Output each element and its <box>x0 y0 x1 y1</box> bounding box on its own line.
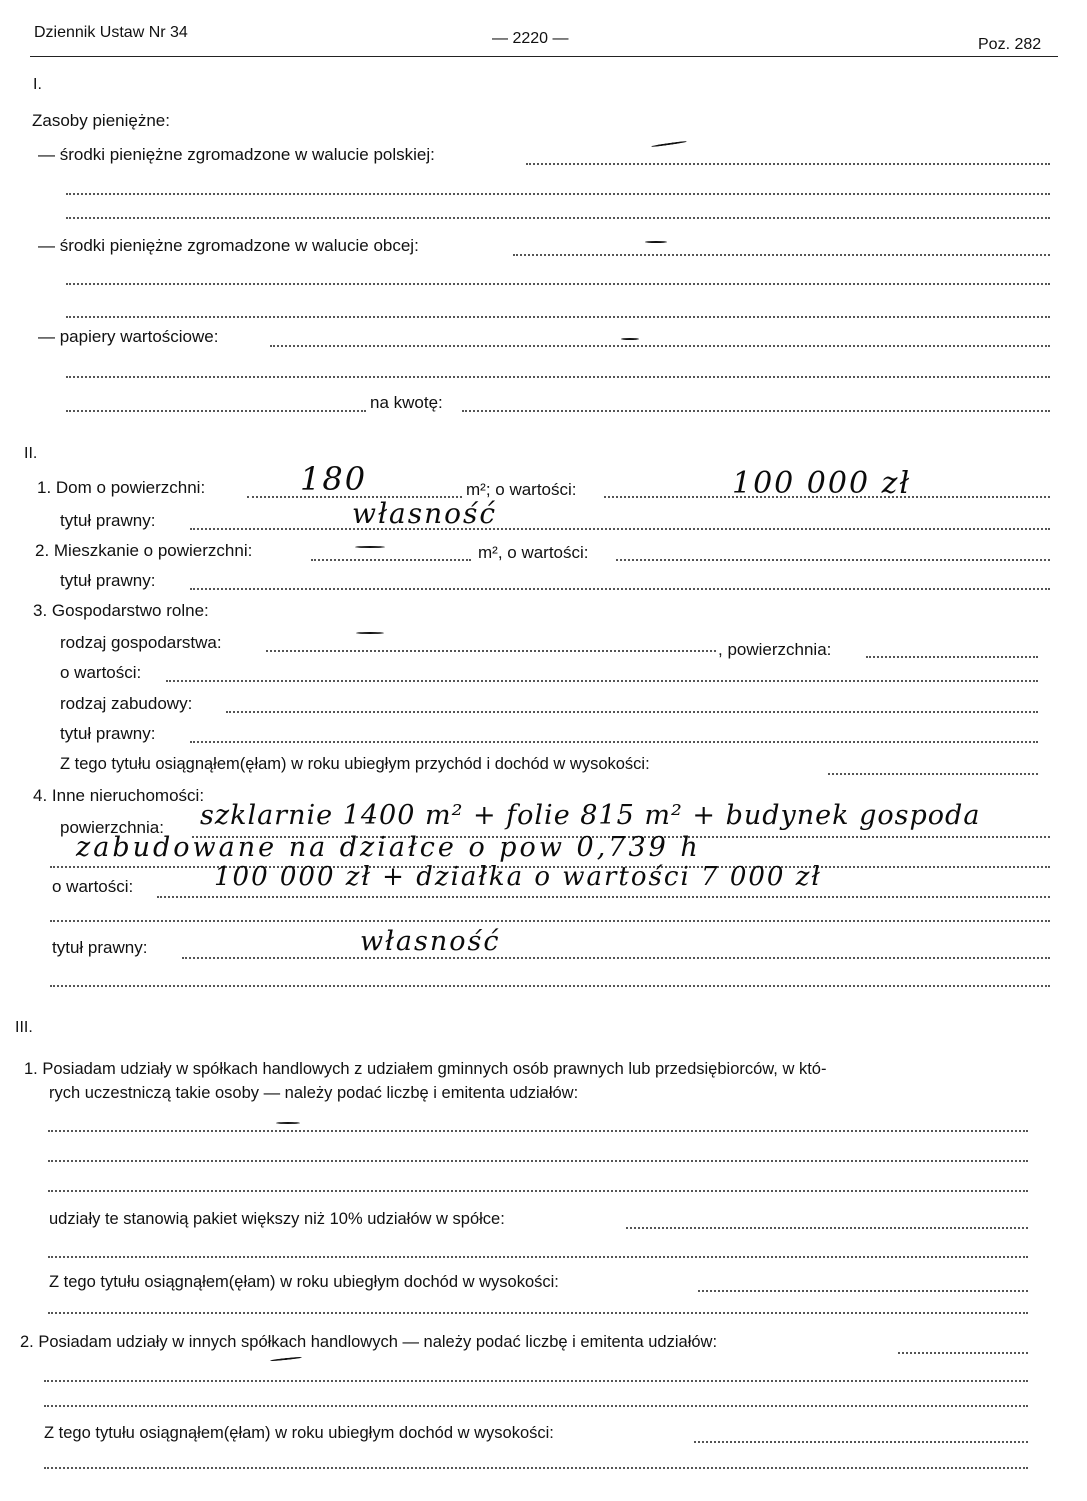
position-number: Poz. 282 <box>978 36 1042 53</box>
flat-title-label: tytuł prawny: <box>60 571 156 590</box>
cash-heading: Zasoby pieniężne: <box>32 111 170 130</box>
dotted-line[interactable] <box>48 1160 1028 1162</box>
farm-type-label: rodzaj gospodarstwa: <box>60 633 222 652</box>
section-2-title: II. <box>24 445 38 462</box>
farm-buildings-label: rodzaj zabudowy: <box>60 694 193 713</box>
journal-title: Dziennik Ustaw Nr 34 <box>34 24 188 41</box>
other-title-label: tytuł prawny: <box>52 938 148 957</box>
securities-label: — papiery wartościowe: <box>38 327 219 346</box>
securities-line[interactable] <box>270 345 1050 347</box>
other-title-handwriting: własność <box>360 926 501 957</box>
dotted-line[interactable] <box>50 985 1050 987</box>
package-label: udziały te stanowią pakiet większy niż 10% udziałów w spółce: <box>49 1210 505 1228</box>
dotted-line[interactable] <box>66 193 1050 195</box>
farm-area-label: , powierzchnia: <box>718 640 832 659</box>
flat-label: 2. Mieszkanie o powierzchni: <box>35 541 253 560</box>
cash-foreign-label: — środki pieniężne zgromadzone w walucie obcej: <box>38 236 419 255</box>
shares-question-1: 1. Posiadam udziały w spółkach handlowych z udziałem gminnych osób prawnych lub przedsiębiorców, w któ- <box>24 1060 827 1078</box>
dotted-line[interactable] <box>50 920 1050 922</box>
other-property-label: 4. Inne nieruchomości: <box>33 786 205 805</box>
dotted-line[interactable] <box>66 217 1050 219</box>
dash-mark <box>356 632 384 634</box>
header-rule <box>30 56 1058 57</box>
amount-line[interactable] <box>462 410 1050 412</box>
dotted-line[interactable] <box>48 1256 1028 1258</box>
farm-area-line[interactable] <box>866 656 1038 658</box>
other-value-label: o wartości: <box>52 877 134 896</box>
shares2-line[interactable] <box>898 1352 1028 1354</box>
section-1-title: I. <box>33 76 42 93</box>
section-3-title: III. <box>15 1019 33 1036</box>
shares-income-label: Z tego tytułu osiągnąłem(ęłam) w roku ubiegłym dochód w wysokości: <box>49 1273 559 1291</box>
other-area-handwriting: szklarnie 1400 m² + folie 815 m² + budynek gospoda <box>200 800 981 831</box>
house-m2-label: m²; o wartości: <box>466 480 577 499</box>
other-value-handwriting: 100 000 zł + działka o wartości 7 000 zł <box>214 862 822 892</box>
dotted-line[interactable] <box>66 410 366 412</box>
flat-title-line[interactable] <box>190 588 1050 590</box>
farm-type-line[interactable] <box>266 650 716 652</box>
farm-label: 3. Gospodarstwo rolne: <box>33 601 209 620</box>
flat-m2-label: m², o wartości: <box>478 543 589 562</box>
other-title-line[interactable] <box>182 957 1050 959</box>
farm-value-label: o wartości: <box>60 663 142 682</box>
cash-pln-line[interactable] <box>526 163 1050 165</box>
house-title-line[interactable] <box>190 528 1050 530</box>
shares2-income-line[interactable] <box>694 1441 1028 1443</box>
page-number: — 2220 — <box>492 30 569 47</box>
shares-question-1b: rych uczestniczą takie osoby — należy podać liczbę i emitenta udziałów: <box>49 1084 579 1102</box>
house-area-handwriting: 180 <box>300 460 368 498</box>
dash-mark <box>645 241 667 243</box>
farm-income-label: Z tego tytułu osiągnąłem(ęłam) w roku ubiegłym przychód i dochód w wysokości: <box>60 755 650 773</box>
farm-value-line[interactable] <box>166 680 1038 682</box>
house-title-label: tytuł prawny: <box>60 511 156 530</box>
cash-pln-label: — środki pieniężne zgromadzone w walucie polskiej: <box>38 145 435 164</box>
dotted-line[interactable] <box>44 1380 1028 1382</box>
dotted-line[interactable] <box>66 376 1050 378</box>
package-line[interactable] <box>626 1227 1028 1229</box>
farm-title-line[interactable] <box>190 741 1038 743</box>
other-area-label: powierzchnia: <box>60 818 164 837</box>
dash-mark <box>355 546 385 548</box>
shares-income-line[interactable] <box>698 1290 1028 1292</box>
cash-foreign-line[interactable] <box>513 254 1050 256</box>
shares-question-2: 2. Posiadam udziały w innych spółkach handlowych — należy podać liczbę i emitenta udziałów: <box>20 1333 718 1351</box>
dotted-line[interactable] <box>44 1405 1028 1407</box>
other-value-line[interactable] <box>157 896 1050 898</box>
shares2-income-label: Z tego tytułu osiągnąłem(ęłam) w roku ubiegłym dochód w wysokości: <box>44 1424 554 1442</box>
dotted-line[interactable] <box>66 283 1050 285</box>
dash-mark <box>276 1122 300 1124</box>
house-value-handwriting: 100 000 zł <box>732 466 912 501</box>
farm-title-label: tytuł prawny: <box>60 724 156 743</box>
dotted-line[interactable] <box>48 1312 1028 1314</box>
dotted-line[interactable] <box>48 1130 1028 1132</box>
farm-buildings-line[interactable] <box>226 711 1038 713</box>
dash-mark <box>270 1356 302 1361</box>
dotted-line[interactable] <box>48 1190 1028 1192</box>
amount-label: na kwotę: <box>370 393 443 412</box>
dotted-line[interactable] <box>44 1467 1028 1469</box>
flat-value-line[interactable] <box>616 559 1050 561</box>
flat-area-line[interactable] <box>311 559 471 561</box>
other-area-handwriting-2: zabudowane na działce o pow 0,739 h <box>76 832 701 863</box>
dash-mark <box>651 141 687 148</box>
house-label: 1. Dom o powierzchni: <box>37 478 206 497</box>
dotted-line[interactable] <box>66 316 1050 318</box>
farm-income-line[interactable] <box>828 773 1038 775</box>
house-title-handwriting: własność <box>352 497 498 530</box>
dash-mark <box>621 338 639 340</box>
